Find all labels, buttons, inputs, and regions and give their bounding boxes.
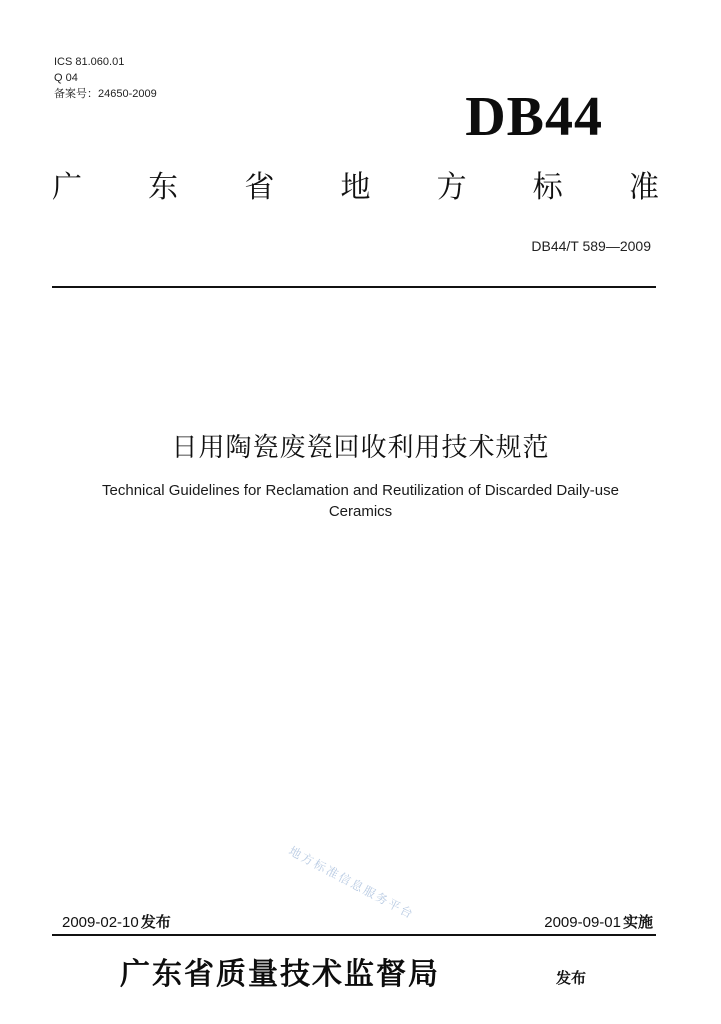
publisher-suffix: 发布: [556, 969, 587, 987]
document-title-en: [40, 480, 681, 522]
standard-type-char: 东: [148, 170, 179, 205]
ccs-code: Q 04: [54, 72, 78, 84]
issue-date: 2009-02-10: [62, 914, 139, 931]
standard-type-char: 省: [244, 170, 275, 205]
classification-info: [54, 54, 157, 102]
standard-number: DB44/T 589—2009: [531, 238, 651, 254]
ics-code: ICS 81.060.01: [54, 56, 125, 68]
effective-date-block: [544, 912, 653, 933]
standard-type-char: 方: [436, 170, 467, 205]
issue-date-block: [62, 912, 171, 933]
standard-type-char: 地: [340, 170, 371, 205]
effective-date: 2009-09-01: [544, 914, 621, 931]
publisher-name: 广东省质量技术监督局: [120, 957, 440, 992]
document-title-en-line1: Technical Guidelines for Reclamation and Reutilization of Discarded Daily-use: [102, 482, 619, 499]
issue-label: 发布: [140, 913, 171, 931]
record-number: 备案号：24650-2009: [54, 88, 157, 100]
standard-type-heading: [52, 166, 659, 210]
standard-type-char: 广: [52, 170, 82, 205]
db-code-mark: DB44: [465, 86, 603, 148]
watermark: 地方标准信息服务平台: [286, 843, 417, 922]
standard-type-char: 标: [532, 170, 563, 205]
document-title-en-line2: Ceramics: [328, 503, 393, 520]
top-divider: [52, 286, 656, 288]
effective-label: 实施: [622, 913, 653, 931]
bottom-divider: [52, 934, 656, 936]
standard-type-char: 准: [628, 170, 659, 205]
document-title-cn: 日用陶瓷废瓷回收利用技术规范: [171, 433, 550, 463]
